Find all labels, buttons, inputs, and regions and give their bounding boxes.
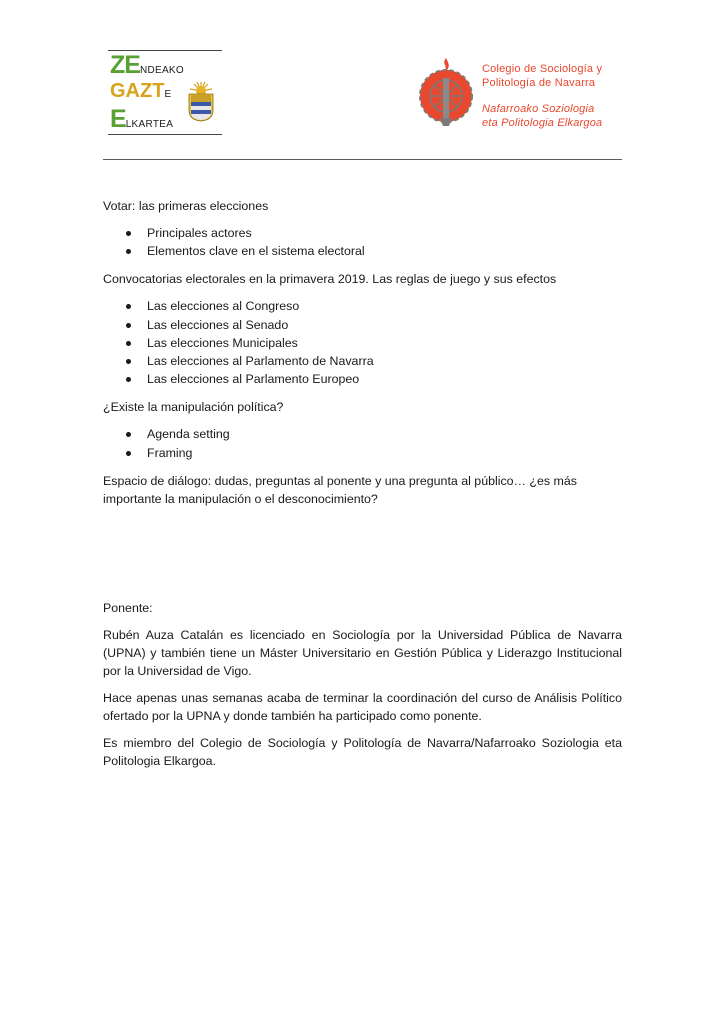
bio-paragraph-1: Rubén Auza Catalán es licenciado en Sociología por la Universidad Pública de Navarra (UPNA) y también tiene un Máster Universitario en Gestión Pública y Liderazgo Institucional por la Universidad de Vigo. <box>103 627 622 678</box>
logo-gazt: GAZT <box>110 80 165 102</box>
section-heading-manipulacion: ¿Existe la manipulación política? <box>103 400 284 415</box>
colegio-name-es <box>482 62 602 90</box>
bullet-icon <box>126 304 131 309</box>
section-heading-votar: Votar: las primeras elecciones <box>103 199 269 213</box>
list-item-text: Elementos clave en el sistema electoral <box>147 244 365 259</box>
colegio-line-2: Politología de Navarra <box>482 77 596 89</box>
colegio-line-4: eta Politologia Elkargoa <box>482 117 603 129</box>
blank-space <box>103 517 622 599</box>
list-item <box>103 425 622 443</box>
list-item <box>103 352 622 370</box>
bio-paragraph-2: Hace apenas unas semanas acaba de terminar la coordinación del curso de Análisis Político ofertado por la UPNA y donde también ha participado como ponente. <box>103 690 622 723</box>
colegio-sociologia-logo <box>416 56 626 136</box>
list-item-text: Principales actores <box>147 226 252 240</box>
list-item <box>103 316 622 334</box>
list-item-text: Las elecciones al Congreso <box>147 299 300 314</box>
bullet-icon <box>126 249 131 254</box>
ponente-label: Ponente: <box>103 600 153 615</box>
list-item-text: Las elecciones Municipales <box>147 335 298 350</box>
list-item <box>103 444 622 462</box>
list-item-text: Las elecciones al Parlamento de Navarra <box>147 354 374 369</box>
logo-line-3 <box>110 107 173 132</box>
dialogo-paragraph: Espacio de diálogo: dudas, preguntas al ponente y una pregunta al público… ¿es más importante la manipulación o el desconocimiento? <box>103 473 577 506</box>
list-item <box>103 334 622 352</box>
logo-e: E <box>164 89 172 100</box>
logo-lkartea: LKARTEA <box>125 119 174 130</box>
list-convocatorias <box>103 297 622 388</box>
logo-line-2 <box>110 81 171 101</box>
list-item <box>103 242 622 260</box>
list-votar <box>103 224 622 260</box>
list-item <box>103 224 622 242</box>
page-header <box>0 0 724 165</box>
list-manipulacion <box>103 425 622 461</box>
header-divider <box>103 159 622 160</box>
logo-e-big: E <box>110 105 126 133</box>
colegio-name-eu <box>482 102 602 130</box>
logo-ze: ZE <box>110 51 140 79</box>
coat-of-arms-icon <box>186 80 216 122</box>
bullet-icon <box>126 341 131 346</box>
bullet-icon <box>126 359 131 364</box>
document-body <box>103 197 622 779</box>
list-item <box>103 297 622 315</box>
logo-ndeako: NDEAKO <box>139 65 184 76</box>
logo-line-1 <box>110 53 184 78</box>
bio-paragraph-3: Es miembro del Colegio de Sociología y Politología de Navarra/Nafarroako Soziologia eta Politologia Elkargoa. <box>103 735 622 768</box>
list-item-text: Las elecciones al Parlamento Europeo <box>147 372 360 387</box>
list-item-text: Agenda setting <box>147 427 230 442</box>
bullet-icon <box>126 323 131 328</box>
bullet-icon <box>126 451 131 456</box>
colegio-seal-icon <box>416 56 476 130</box>
bullet-icon <box>126 432 131 437</box>
bullet-icon <box>126 231 131 236</box>
zendeako-gazte-elkartea-logo <box>108 50 224 138</box>
colegio-line-3: Nafarroako Soziologia <box>482 103 595 115</box>
section-heading-convocatorias: Convocatorias electorales en la primavera 2019. Las reglas de juego y sus efectos <box>103 272 557 287</box>
list-item-text: Framing <box>147 445 193 460</box>
logo-bottom-line <box>108 134 222 135</box>
bullet-icon <box>126 377 131 382</box>
list-item <box>103 370 622 388</box>
colegio-line-1: Colegio de Sociología y <box>482 63 603 75</box>
list-item-text: Las elecciones al Senado <box>147 317 289 332</box>
